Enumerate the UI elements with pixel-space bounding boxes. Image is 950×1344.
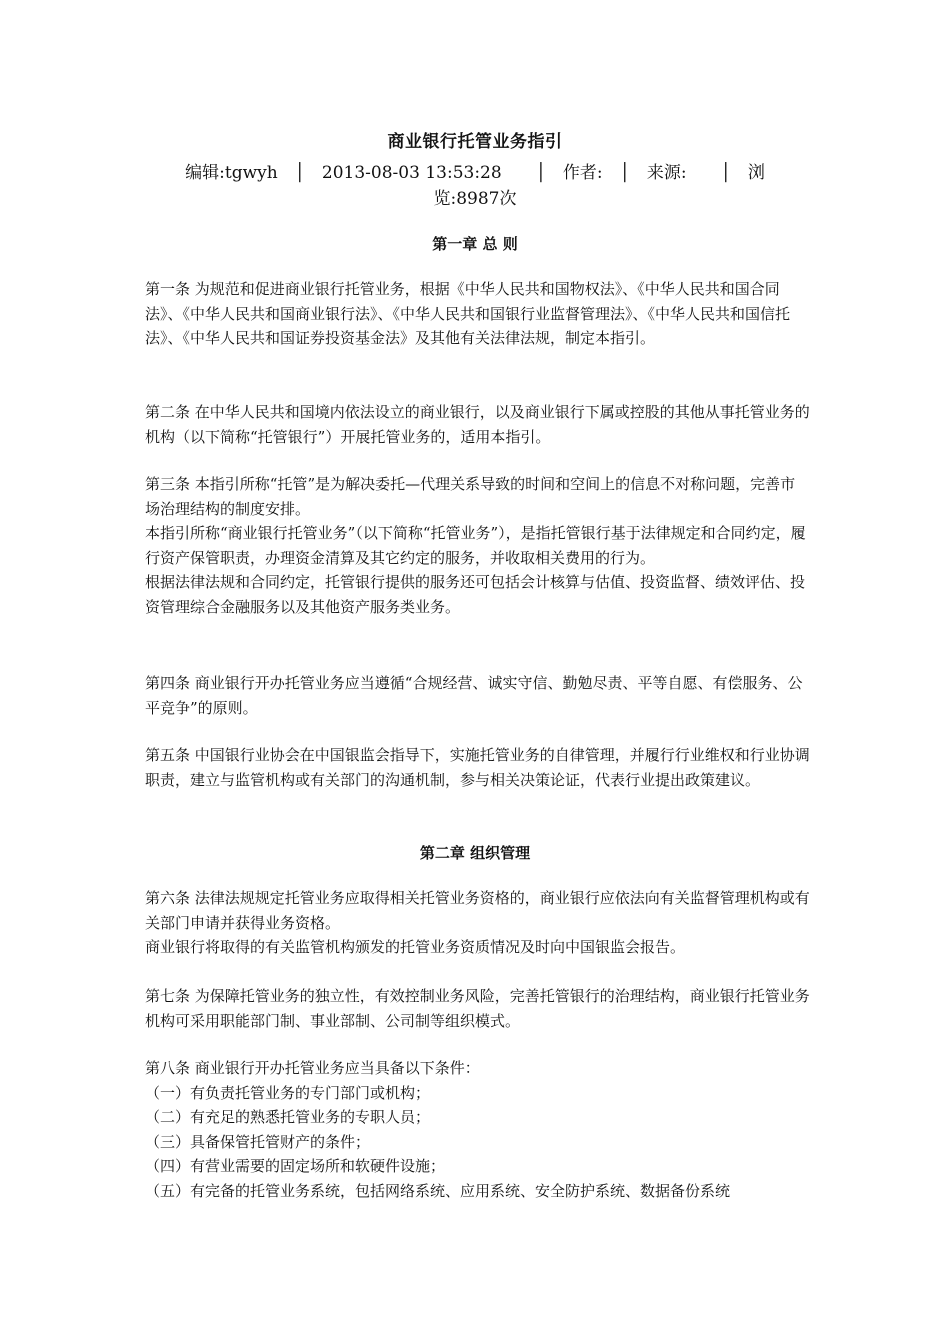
article-2: [145, 400, 810, 449]
article-7-text: 第七条 为保障托管业务的独立性，有效控制业务风险，完善托管银行的治理结构，商业银行托管业务机构可采用职能部门制、事业部制、公司制等组织模式。: [145, 987, 810, 1030]
article-3-paragraph: 第三条 本指引所称“托管”是为解决委托—代理关系导致的时间和空间上的信息不对称问题，完善市场治理结构的制度安排。: [145, 475, 796, 518]
article-1-text: 第一条 为规范和促进商业银行托管业务，根据《中华人民共和国物权法》、《中华人民共和国合同法》、《中华人民共和国商业银行法》、《中华人民共和国银行业监督管理法》、《中华人民共和国信托法》、《中华人民共和国证券投资基金法》及其他有关法律法规，制定本指引。: [145, 280, 791, 347]
article-8-item: （二）有充足的熟悉托管业务的专职人员；: [145, 1108, 431, 1126]
article-8-intro: 第八条 商业银行开办托管业务应当具备以下条件：: [145, 1059, 480, 1077]
article-1: [145, 277, 810, 351]
article-3: [145, 472, 810, 619]
document-meta: [165, 160, 785, 212]
meta-line-2: 览:8987次: [433, 189, 517, 209]
article-2-text: 第二条 在中华人民共和国境内依法设立的商业银行，以及商业银行下属或控股的其他从事托管业务的机构（以下简称“托管银行”）开展托管业务的，适用本指引。: [145, 403, 810, 446]
article-5-text: 第五条 中国银行业协会在中国银监会指导下，实施托管业务的自律管理，并履行行业维权和行业协调职责，建立与监管机构或有关部门的沟通机制，参与相关决策论证，代表行业提出政策建议。: [145, 746, 810, 789]
article-8-item: （一）有负责托管业务的专门部门或机构；: [145, 1083, 431, 1102]
chapter-2-heading: 第二章 组织管理: [419, 844, 531, 862]
article-4: [145, 671, 810, 720]
article-6: [145, 886, 810, 960]
article-5: [145, 743, 810, 792]
article-3-paragraph: 本指引所称“商业银行托管业务”（以下简称“托管业务”），是指托管银行基于法律规定和合同约定，履行资产保管职责，办理资金清算及其它约定的服务，并收取相关费用的行为。: [145, 524, 806, 567]
article-4-text: 第四条 商业银行开办托管业务应当遵循“合规经营、诚实守信、勤勉尽责、平等自愿、有偿服务、公平竞争”的原则。: [145, 674, 803, 717]
meta-line-1: 编辑:tgwyh │ 2013-08-03 13:53:28 │ 作者: │ 来源: │ 浏: [185, 163, 765, 183]
article-8-item: （五）有完备的托管业务系统，包括网络系统、应用系统、安全防护系统、数据备份系统: [145, 1181, 731, 1200]
document-title: 商业银行托管业务指引: [387, 132, 563, 152]
article-6-paragraph: 商业银行将取得的有关监管机构颁发的托管业务资质情况及时向中国银监会报告。: [145, 938, 686, 956]
article-7: [145, 984, 810, 1033]
chapter-1-heading: 第一章 总 则: [432, 235, 518, 253]
article-8: [145, 1056, 810, 1203]
article-8-item: （四）有营业需要的固定场所和软硬件设施；: [145, 1157, 446, 1175]
article-8-item: （三）具备保管托管财产的条件；: [145, 1132, 371, 1151]
article-6-paragraph: 第六条 法律法规规定托管业务应取得相关托管业务资格的，商业银行应依法向有关监督管理机构或有关部门申请并获得业务资格。: [145, 889, 810, 932]
article-3-paragraph: 根据法律法规和合同约定，托管银行提供的服务还可包括会计核算与估值、投资监督、绩效评估、投资管理综合金融服务以及其他资产服务类业务。: [145, 573, 806, 616]
